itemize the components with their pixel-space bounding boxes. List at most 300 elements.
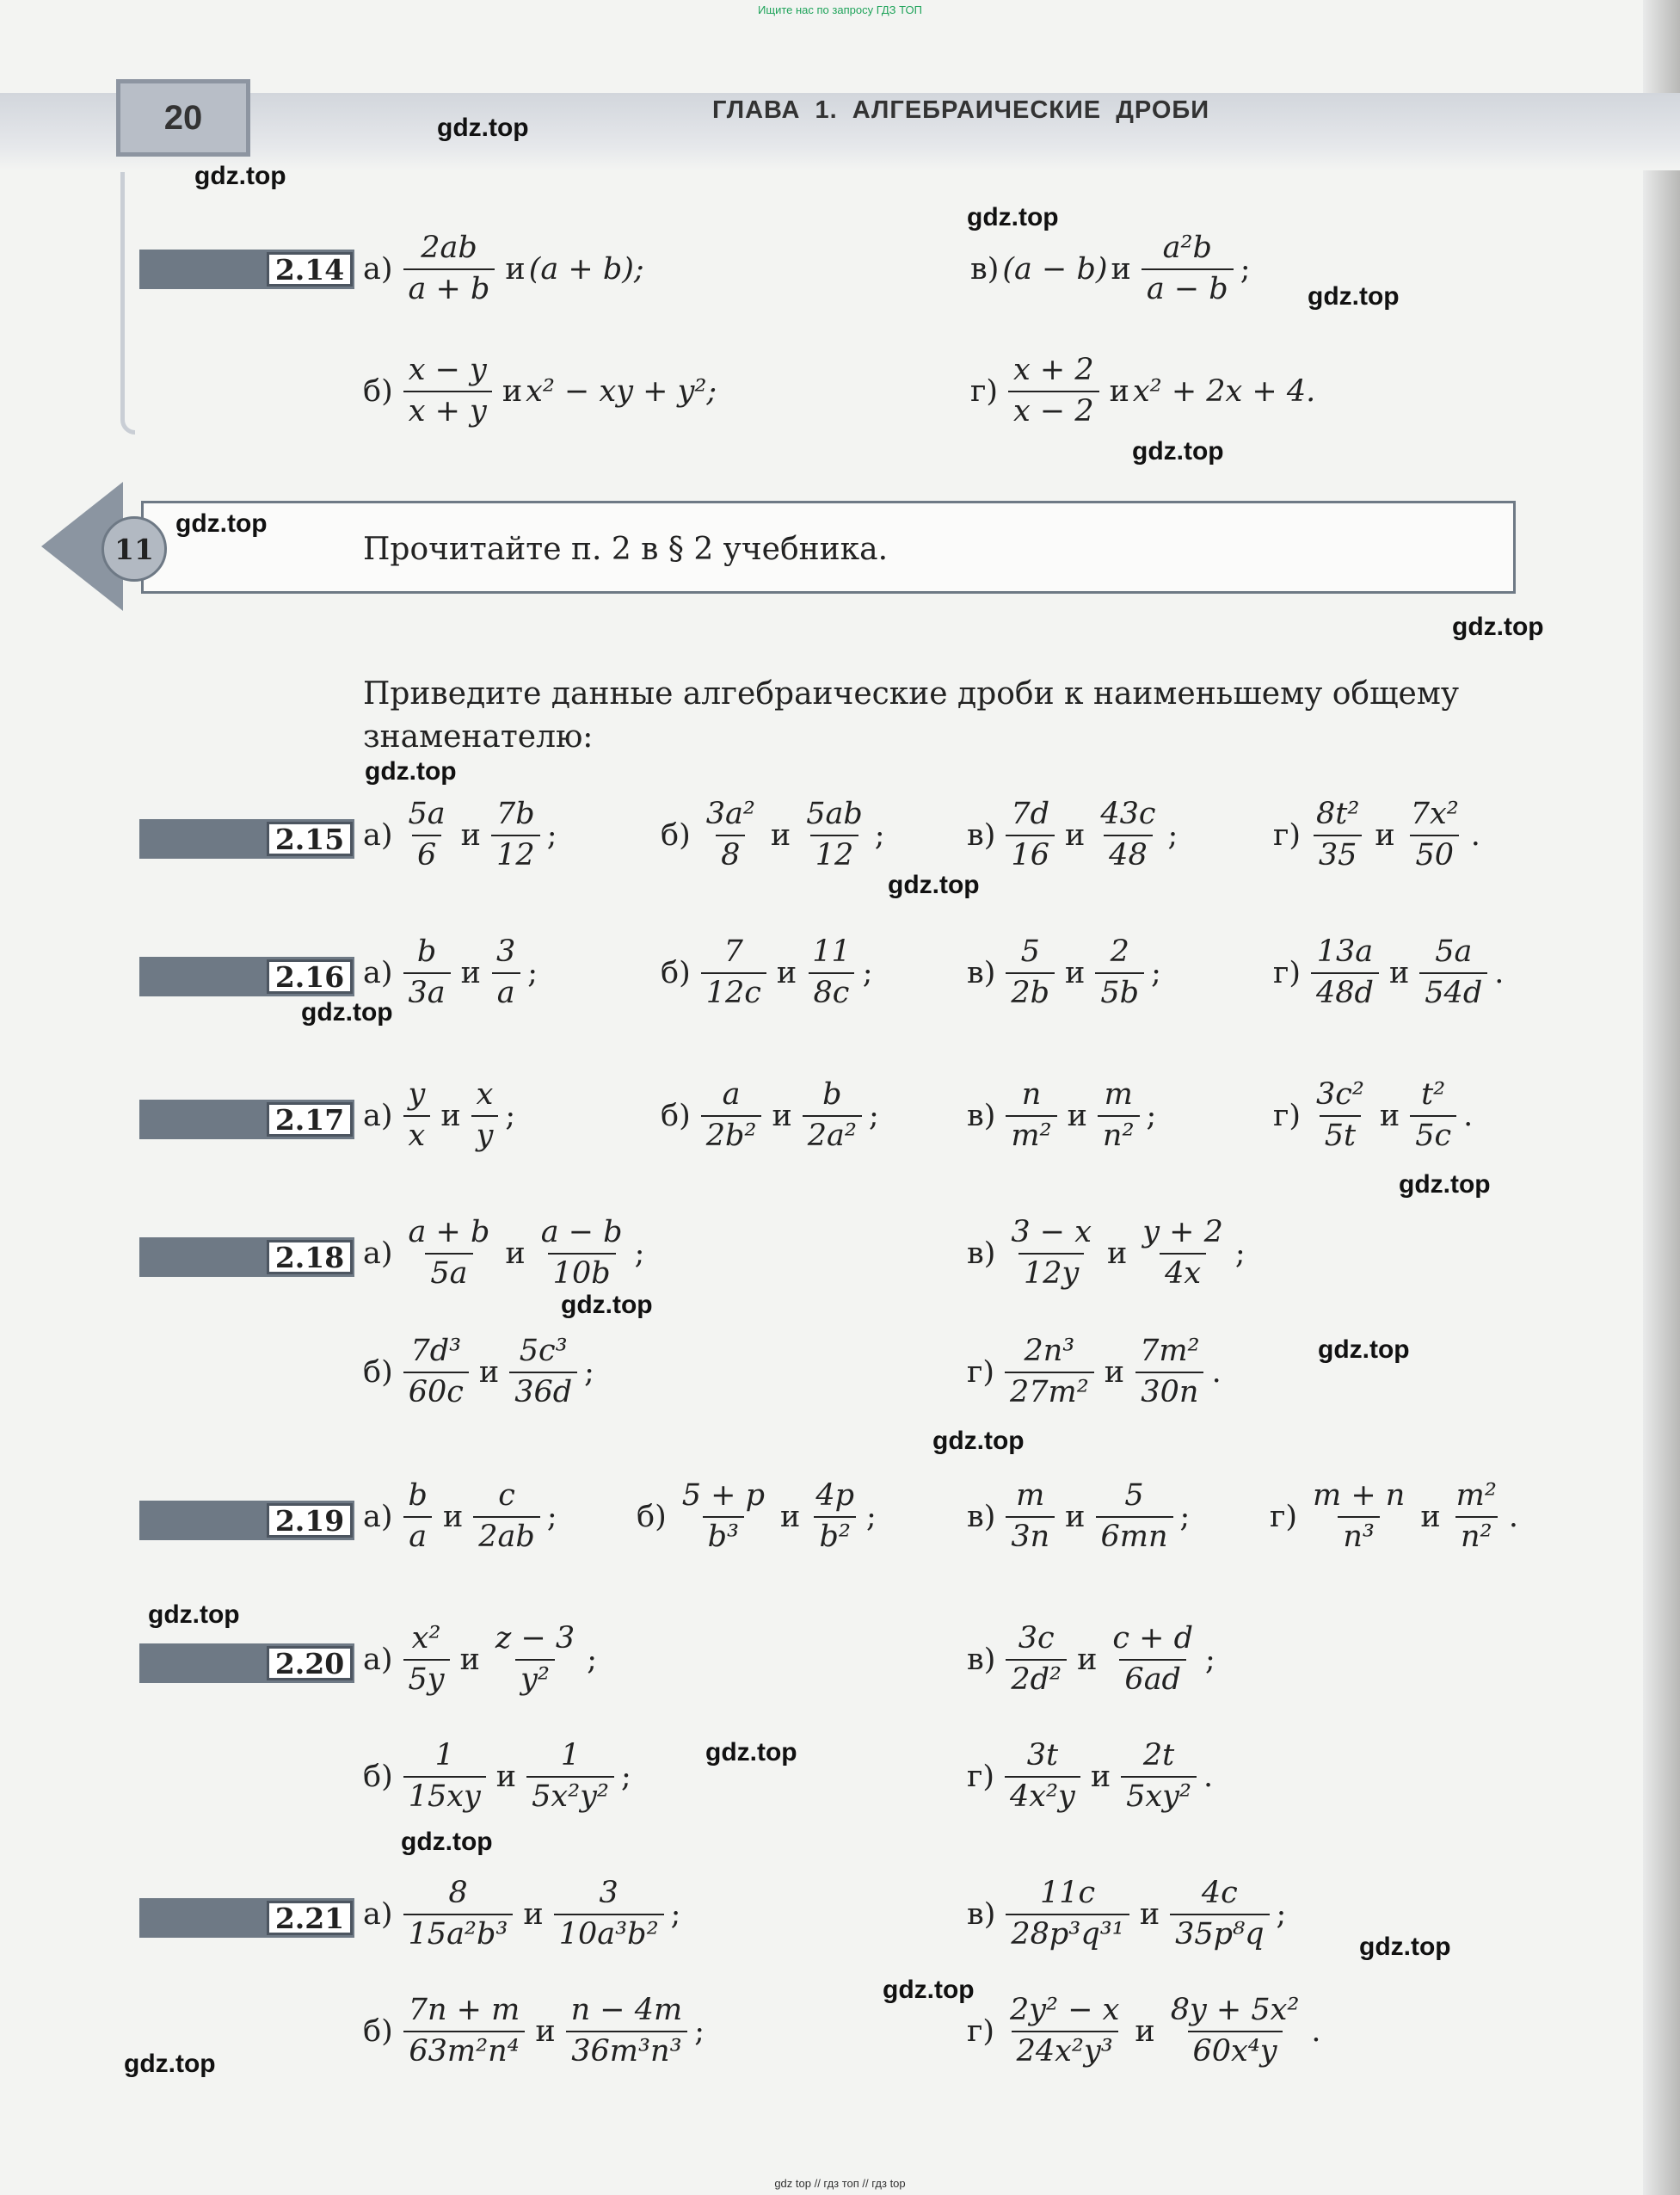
denominator: 5c [1410, 1115, 1456, 1153]
numerator: 3a² [705, 797, 755, 831]
exercise-number: 2.15 [267, 822, 353, 856]
ex-e219-v [967, 1480, 1190, 1554]
numerator: b [408, 1478, 428, 1513]
punctuation: ; [1151, 955, 1161, 990]
watermark: gdz.top [967, 203, 1059, 231]
item-label: г) [1273, 1098, 1301, 1133]
denominator: 36m³n³ [566, 2031, 686, 2069]
numerator: x² [411, 1621, 441, 1655]
numerator: 7 [723, 934, 743, 969]
numerator: 7m² [1140, 1334, 1200, 1368]
numerator: c [498, 1478, 515, 1513]
item-label: а) [363, 1642, 393, 1677]
ex-e215-g [1273, 798, 1480, 872]
conjunction: и [1077, 1642, 1098, 1677]
numerator: 2t [1142, 1738, 1175, 1773]
ex-e219-b [637, 1480, 877, 1554]
punctuation: ; [1234, 1236, 1246, 1271]
fraction [1006, 798, 1055, 872]
ex-2-14-a: а) $\frac{2ab}{a + b}$ и (a + b); [363, 231, 644, 306]
ex-e218-v [967, 1217, 1246, 1291]
denominator: 3a [403, 972, 451, 1010]
ex-e218-g [967, 1335, 1222, 1409]
numerator: x [476, 1077, 494, 1112]
numerator: 1 [560, 1738, 581, 1773]
watermark: gdz.top [1359, 1933, 1451, 1961]
numerator: 8 [448, 1876, 468, 1910]
fraction [677, 1480, 770, 1554]
fraction [403, 1995, 526, 2069]
conjunction: и [495, 1759, 517, 1794]
denominator: 24x²y³ [1012, 2031, 1118, 2069]
fraction [1410, 1079, 1456, 1153]
conjunction: и [1379, 1098, 1400, 1133]
watermark: gdz.top [1308, 282, 1400, 311]
punctuation: ; [620, 1759, 631, 1794]
numerator: 7x² [1410, 797, 1459, 831]
denominator: y [471, 1115, 499, 1153]
denominator: y² [515, 1659, 555, 1697]
denominator: 27m² [1005, 1372, 1094, 1409]
conjunction: и [1139, 1896, 1160, 1932]
exercise-number: 2.17 [267, 1102, 353, 1137]
watermark: gdz.top [705, 1738, 797, 1766]
fraction [1311, 936, 1379, 1010]
numerator: m + n [1313, 1478, 1406, 1513]
ex-e216-b [661, 936, 873, 1010]
numerator: 3c [1018, 1621, 1055, 1655]
numerator: 1 [434, 1738, 454, 1773]
numerator: 3 [599, 1876, 618, 1910]
conjunction: и [1067, 1098, 1087, 1133]
fraction [1419, 936, 1487, 1010]
ex-e216-g [1273, 936, 1504, 1010]
bottom-note: gdz top // гдз топ // гдз top [774, 2177, 906, 2190]
task-instruction: Приведите данные алгебраические дроби к наименьшему общему знаменателю: [363, 676, 1460, 755]
denominator: 10a³b² [554, 1914, 664, 1951]
watermark: gdz.top [175, 509, 268, 538]
fraction [1006, 1480, 1055, 1554]
denominator: 5xy² [1121, 1776, 1197, 1814]
denominator: 5y [403, 1659, 450, 1697]
denominator: 2b² [701, 1115, 762, 1153]
ex-e220-a [363, 1623, 597, 1697]
punctuation: . [1211, 1354, 1222, 1390]
item-label: в) [967, 955, 996, 990]
ex-e221-a [363, 1877, 680, 1951]
watermark: gdz.top [401, 1828, 493, 1856]
fraction [491, 798, 540, 872]
item-label: г) [967, 1354, 994, 1390]
numerator: 7d [1011, 797, 1050, 831]
conjunction: и [478, 1354, 500, 1390]
numerator: 5ab [806, 797, 863, 831]
fraction [1137, 1217, 1228, 1291]
item-label: а) [363, 1499, 393, 1534]
exercise-number: 2.16 [267, 959, 353, 994]
fraction [1166, 1995, 1305, 2069]
exercise-number: 2.20 [267, 1646, 353, 1680]
punctuation: ; [1146, 1098, 1157, 1133]
ex-e219-g [1270, 1480, 1518, 1554]
conjunction: и [1375, 817, 1395, 853]
watermark: gdz.top [883, 1976, 975, 2004]
punctuation: ; [634, 1236, 645, 1271]
fraction [1311, 1079, 1369, 1153]
numerator: 7b [496, 797, 535, 831]
denominator: x [403, 1115, 431, 1153]
item-label: в) [967, 1499, 996, 1534]
numerator: m [1016, 1478, 1045, 1513]
ex-e220-g [967, 1740, 1213, 1814]
ex-e215-b [661, 798, 885, 872]
numerator: 3 − x [1011, 1215, 1092, 1249]
denominator: 3n [1006, 1516, 1055, 1554]
numerator: 11 [812, 934, 851, 969]
watermark: gdz.top [1132, 437, 1224, 466]
denominator: a [403, 1516, 432, 1554]
fraction [1451, 1480, 1502, 1554]
punctuation: ; [546, 1499, 557, 1534]
punctuation: ; [505, 1098, 516, 1133]
watermark: gdz.top [194, 162, 286, 190]
denominator: b² [814, 1516, 855, 1554]
exercise-number: 2.14 [267, 252, 353, 287]
denominator: 2ab [473, 1516, 540, 1554]
item-label: г) [1273, 817, 1301, 853]
numerator: 3c² [1316, 1077, 1364, 1112]
numerator: 5 + p [681, 1478, 765, 1513]
fraction [1121, 1740, 1197, 1814]
numerator: a + b [408, 1215, 490, 1249]
item-label: а) [363, 1236, 393, 1271]
watermark: gdz.top [124, 2050, 216, 2078]
denominator: 2a² [803, 1115, 862, 1153]
punctuation: ; [584, 1354, 594, 1390]
top-note: Ищите нас по запросу ГДЗ ТОП [758, 3, 922, 16]
fraction [1135, 1335, 1205, 1409]
item-label: г) [1270, 1499, 1297, 1534]
fraction [554, 1877, 664, 1951]
item-label: в) [967, 1236, 996, 1271]
numerator: 8y + 5x² [1170, 1993, 1300, 2027]
margin-line [120, 172, 135, 435]
fraction [403, 1480, 433, 1554]
fraction [1406, 798, 1464, 872]
exercise-number: 2.18 [267, 1240, 353, 1274]
fraction [490, 1623, 580, 1697]
punctuation: . [1494, 955, 1505, 990]
watermark: gdz.top [1318, 1335, 1410, 1364]
ex-e217-g [1273, 1079, 1473, 1153]
denominator: 10b [548, 1253, 616, 1291]
numerator: 11c [1040, 1876, 1096, 1910]
fraction [1005, 1995, 1124, 2069]
denominator: 4x²y [1005, 1776, 1080, 1814]
numerator: m [1104, 1077, 1133, 1112]
denominator: 2b [1006, 972, 1055, 1010]
item-label: б) [363, 1354, 393, 1390]
ex-e221-v [967, 1877, 1286, 1951]
conjunction: и [1420, 1499, 1441, 1534]
denominator: 5x²y² [526, 1776, 614, 1814]
fraction: $\frac{x + 2}{x - 2}$ [1008, 355, 1099, 429]
item-label: б) [363, 1759, 393, 1794]
fraction [1006, 1079, 1056, 1153]
ex-e221-b [363, 1995, 705, 2069]
watermark: gdz.top [932, 1427, 1025, 1455]
numerator: 8t² [1316, 797, 1360, 831]
punctuation: ; [527, 955, 538, 990]
denominator: 5b [1095, 972, 1144, 1010]
ex-e218-a [363, 1217, 644, 1291]
fraction [403, 1335, 469, 1409]
numerator: 5 [1020, 934, 1040, 969]
ex-2-14-g: г) $\frac{x + 2}{x - 2}$ и x² + 2x + 4. [970, 353, 1316, 429]
item-label: б) [637, 1499, 667, 1534]
numerator: 2y² − x [1010, 1993, 1120, 2027]
watermark: gdz.top [148, 1600, 240, 1629]
denominator: 12 [810, 835, 859, 872]
item-label: г) [967, 1759, 994, 1794]
ex-e219-a [363, 1480, 557, 1554]
conjunction: и [1388, 955, 1410, 990]
fraction [1308, 1480, 1410, 1554]
numerator: 5 [1124, 1478, 1144, 1513]
denominator: n² [1098, 1115, 1140, 1153]
ex-e217-v [967, 1079, 1156, 1153]
denominator: 8 [716, 835, 745, 872]
denominator: 28p³q³¹ [1006, 1914, 1129, 1951]
fraction [1096, 1480, 1173, 1554]
fraction [1005, 1740, 1080, 1814]
denominator: 12c [701, 972, 766, 1010]
fraction [803, 1079, 862, 1153]
fraction [1005, 1335, 1094, 1409]
conjunction: и [770, 817, 791, 853]
fraction [1095, 798, 1160, 872]
punctuation: ; [1179, 1499, 1191, 1534]
fraction [509, 1335, 577, 1409]
item-label: а) [363, 251, 393, 287]
denominator: 12 [491, 835, 540, 872]
fraction [701, 936, 766, 1010]
numerator: 7n + m [408, 1993, 520, 2027]
item-label: г) [967, 2013, 994, 2049]
exercise-number: 2.21 [267, 1901, 353, 1935]
fraction [807, 936, 856, 1010]
denominator: n² [1455, 1516, 1498, 1554]
punctuation: ; [1167, 817, 1178, 853]
ex-e216-v [967, 936, 1161, 1010]
conjunction: и [772, 1098, 792, 1133]
numerator: 3 [496, 934, 516, 969]
punctuation: ; [868, 1098, 879, 1133]
ex-e215-a [363, 798, 557, 872]
numerator: y [408, 1077, 426, 1112]
numerator: m² [1455, 1478, 1497, 1513]
conjunction: и [440, 1098, 461, 1133]
page-number: 20 [116, 79, 250, 157]
numerator: 5c³ [519, 1334, 568, 1368]
fraction [1006, 1623, 1067, 1697]
numerator: z − 3 [495, 1621, 575, 1655]
ex-e220-b [363, 1740, 631, 1814]
conjunction: и [776, 955, 797, 990]
item-label: а) [363, 955, 393, 990]
denominator: 16 [1006, 835, 1055, 872]
denominator: 5a [425, 1253, 472, 1291]
punctuation: . [1463, 1098, 1474, 1133]
watermark: gdz.top [888, 871, 980, 899]
punctuation: . [1203, 1759, 1214, 1794]
denominator: 15xy [403, 1776, 486, 1814]
item-label: б) [363, 2013, 393, 2049]
numerator: 13a [1316, 934, 1374, 969]
denominator: 48d [1311, 972, 1379, 1010]
denominator: a [492, 972, 520, 1010]
numerator: b [416, 934, 437, 969]
punctuation: . [1508, 1499, 1519, 1534]
conjunction: и [1090, 1759, 1111, 1794]
denominator: 48 [1104, 835, 1153, 872]
numerator: n [1021, 1077, 1042, 1112]
fraction [491, 936, 520, 1010]
denominator: 8c [809, 972, 855, 1010]
numerator: 2n³ [1024, 1334, 1075, 1368]
item-label: б) [661, 817, 691, 853]
conjunction: и [1106, 1236, 1128, 1271]
fraction [473, 1480, 540, 1554]
numerator: 4p [815, 1478, 854, 1513]
fraction [403, 1740, 486, 1814]
fraction [403, 1079, 431, 1153]
watermark: gdz.top [365, 757, 457, 786]
punctuation: ; [874, 817, 885, 853]
fraction [1311, 798, 1364, 872]
punctuation: ; [866, 1499, 877, 1534]
punctuation: ; [1276, 1896, 1287, 1932]
item-label: в) [967, 1896, 996, 1932]
punctuation: ; [1205, 1642, 1215, 1677]
ex-e221-g [967, 1995, 1321, 2069]
conjunction: и [460, 955, 481, 990]
fraction [1006, 1877, 1129, 1951]
denominator: n³ [1338, 1516, 1380, 1554]
numerator: n − 4m [570, 1993, 683, 2027]
numerator: c + d [1112, 1621, 1193, 1655]
denominator: 36d [509, 1372, 577, 1409]
fraction: $\frac{x - y}{x + y}$ [403, 355, 492, 429]
fraction [403, 936, 451, 1010]
numerator: a [722, 1077, 741, 1112]
fraction [801, 798, 868, 872]
fraction [403, 1623, 450, 1697]
conjunction: и [1065, 817, 1086, 853]
punctuation: ; [546, 817, 557, 853]
conjunction: и [1065, 955, 1086, 990]
exercise-number: 2.19 [267, 1503, 353, 1538]
numerator: y + 2 [1142, 1215, 1223, 1249]
page-edge-shadow [1643, 0, 1680, 2195]
item-label: г) [1273, 955, 1301, 990]
denominator: 12y [1018, 1253, 1084, 1291]
item-label: б) [661, 1098, 691, 1133]
denominator: 50 [1410, 835, 1459, 872]
conjunction: и [1104, 1354, 1125, 1390]
banner-number: 11 [102, 516, 167, 582]
conjunction: и [779, 1499, 801, 1534]
watermark: gdz.top [437, 114, 529, 142]
ex-e215-v [967, 798, 1178, 872]
fraction [566, 1995, 688, 2069]
item-label: в) [967, 1098, 996, 1133]
numerator: 5a [1435, 934, 1473, 969]
fraction [701, 798, 760, 872]
conjunction: и [442, 1499, 464, 1534]
numerator: 5a [408, 797, 446, 831]
fraction [1095, 936, 1144, 1010]
denominator: 4x [1160, 1253, 1206, 1291]
fraction [536, 1217, 628, 1291]
denominator: 6mn [1096, 1516, 1173, 1554]
conjunction: и [459, 1642, 480, 1677]
ex-e217-a [363, 1079, 515, 1153]
denominator: m² [1006, 1115, 1056, 1153]
fraction [1006, 1217, 1097, 1291]
fraction [1098, 1079, 1140, 1153]
fraction [810, 1480, 859, 1554]
denominator: 15a²b³ [403, 1914, 514, 1951]
ex-2-14-v: в) (a − b) и $\frac{\text{a²b}}{a - b}$ ; [970, 231, 1251, 306]
fraction [471, 1079, 499, 1153]
conjunction: и [523, 1896, 544, 1932]
denominator: 54d [1419, 972, 1487, 1010]
punctuation: ; [670, 1896, 681, 1932]
watermark: gdz.top [301, 998, 393, 1027]
denominator: 30n [1135, 1372, 1203, 1409]
denominator: 6ad [1119, 1659, 1186, 1697]
conjunction: и [1135, 2013, 1155, 2049]
fraction [403, 798, 451, 872]
item-label: б) [661, 955, 691, 990]
watermark: gdz.top [561, 1291, 653, 1319]
item-label: а) [363, 1098, 393, 1133]
fraction [1107, 1623, 1198, 1697]
punctuation: ; [694, 2013, 705, 2049]
denominator: 63m²n⁴ [403, 2031, 524, 2069]
numerator: t² [1421, 1077, 1446, 1112]
ex-e217-b [661, 1079, 879, 1153]
numerator: 2 [1110, 934, 1129, 969]
fraction [1006, 936, 1055, 1010]
numerator: 7d³ [410, 1334, 462, 1368]
punctuation: . [1470, 817, 1480, 853]
denominator: b³ [703, 1516, 744, 1554]
punctuation: . [1311, 2013, 1321, 2049]
fraction: $\frac{\text{a²b}}{a - b}$ [1142, 232, 1234, 306]
numerator: 3t [1026, 1738, 1059, 1773]
fraction: $\frac{2ab}{a + b}$ [403, 232, 495, 306]
punctuation: ; [862, 955, 873, 990]
conjunction: и [505, 1236, 526, 1271]
denominator: 35p⁸q [1170, 1914, 1269, 1951]
item-label: в) [967, 1642, 996, 1677]
watermark: gdz.top [1452, 613, 1544, 641]
denominator: 2d² [1006, 1659, 1067, 1697]
denominator: 5t [1320, 1115, 1361, 1153]
numerator: b [822, 1077, 842, 1112]
